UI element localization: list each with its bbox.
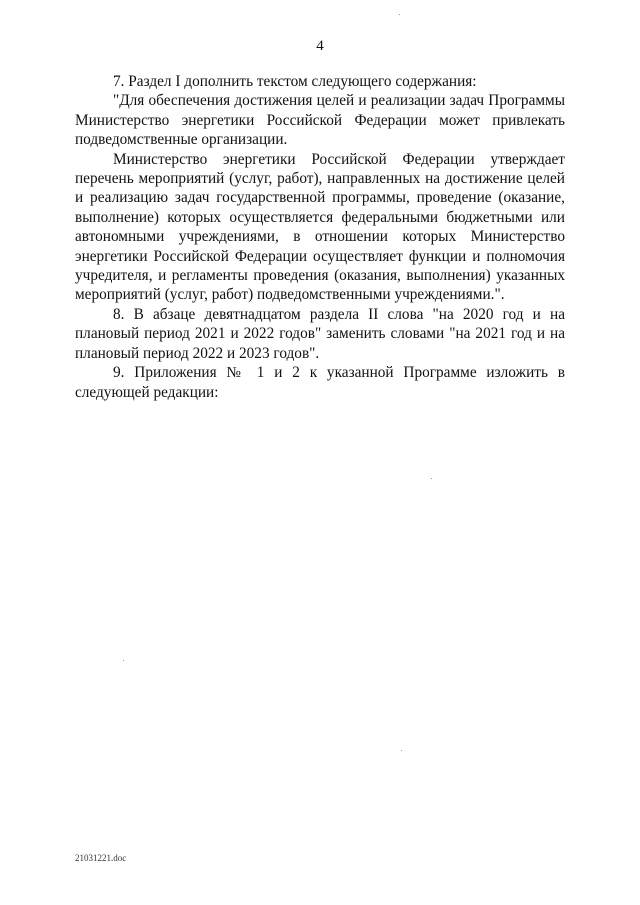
scan-speck [399,14,400,15]
paragraph-ministry-list: Министерство энергетики Российской Федерации утверждает перечень мероприятий (услуг, работ), направленных на достижение целей и реализацию задач государственной программы, проведение (оказание, выполнение) которых осуществляется федеральными бюджетными или автономными учреждениями, в отношении которых Министерство энергетики Российской Федерации осуществляет функции и полномочия учредителя, и регламенты проведения (оказания, выполнения) указанных мероприятий (услуг, работ) подведомственными учреждениями.". [75,150,565,304]
page-number: 4 [316,38,324,54]
scan-speck [401,750,402,751]
paragraph-item-7: 7. Раздел I дополнить текстом следующего содержания: [113,73,477,90]
footer-doc-code: 21031221.doc [75,853,127,863]
scan-speck [431,478,432,479]
paragraph-item-9: 9. Приложения № 1 и 2 к указанной Программе изложить в следующей редакции: [75,364,565,401]
document-body [75,72,565,402]
scan-speck [123,660,124,661]
paragraph-item-8: 8. В абзаце девятнадцатом раздела II слова "на 2020 год и на плановый период 2021 и 2022 годов" заменить словами "на 2021 год и на плановый период 2022 и 2023 годов". [75,305,565,362]
paragraph-quote-intro: "Для обеспечения достижения целей и реализации задач Программы Министерство энергетики Российской Федерации может привлекать подведомственные организации. [75,92,565,149]
